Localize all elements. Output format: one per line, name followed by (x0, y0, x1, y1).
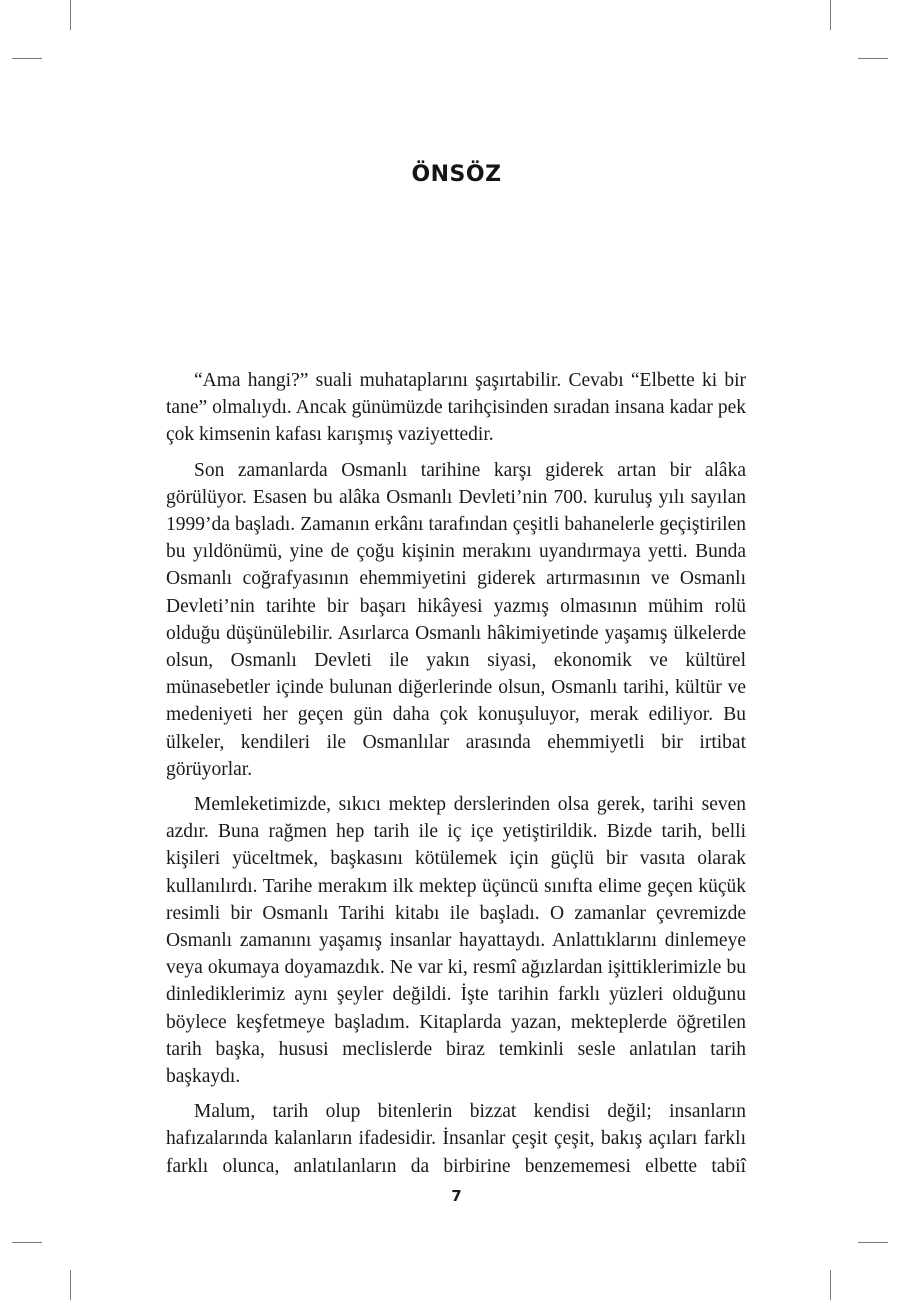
crop-mark-left-top (12, 58, 42, 59)
paragraph: “Ama hangi?” suali muhataplarını şaşırtabilir. Cevabı “Elbette ki bir tane” olmalıydı. Ancak günümüzde tarihçisinden sıradan insana kadar pek çok kimsenin kafası karışmış vaziyettedir. (166, 370, 746, 446)
crop-mark-bottom-left (70, 1270, 71, 1300)
paragraph: Malum, tarih olup bitenlerin bizzat kendisi değil; insanların hafızalarında kalanların ifadesidir. İnsanlar çeşit çeşit, bakış açıları farklı farklı olunca, anlatılanların da birbirine benzememesi elbette tabiî (166, 1101, 746, 1177)
chapter-title: ÖNSÖZ (411, 162, 502, 187)
crop-mark-left-bottom (12, 1242, 42, 1243)
crop-mark-right-top (858, 58, 888, 59)
crop-mark-right-bottom (858, 1242, 888, 1243)
crop-mark-top-left (70, 0, 71, 30)
crop-mark-bottom-right (830, 1270, 831, 1300)
page-number: 7 (451, 1187, 462, 1205)
crop-mark-top-right (830, 0, 831, 30)
paragraph: Son zamanlarda Osmanlı tarihine karşı giderek artan bir alâka görülüyor. Esasen bu alâka Osmanlı Devleti’nin 700. kuruluş yılı sayılan 1999’da başladı. Zamanın erkânı tarafından çeşitli bahanelerle geçiştirilen bu yıldönümü, yine de çoğu kişinin merakını uyandırmaya yetti. Bunda Osmanlı coğrafyasının ehemmiyetini giderek artırmasının ve Osmanlı Devleti’nin tarihte bir başarı hikâyesi yazmış olmasının mühim rolü olduğu düşünülebilir. Asırlarca Osmanlı hâkimiyetinde yaşamış ülkelerde olsun, Osmanlı Devleti ile yakın siyasi, ekonomik ve kültürel münasebetler içinde bulunan diğerlerinde olsun, Osmanlı tarihi, kültür ve medeniyeti her geçen gün daha çok konuşuluyor, merak ediliyor. Bu ülkeler, kendileri ile Osmanlılar arasında ehemmiyetli bir irtibat görüyorlar. (166, 459, 746, 780)
body-text (166, 367, 746, 1188)
paragraph: Memleketimizde, sıkıcı mektep derslerinden olsa gerek, tarihi seven azdır. Buna rağmen hep tarih ile iç içe yetiştirildik. Bizde tarih, belli kişileri yüceltmek, başkasını kötülemek için güçlü bir vasıta olarak kullanılırdı. Tarihe merakım ilk mektep üçüncü sınıfta elime geçen küçük resimli bir Osmanlı Tarihi kitabı ile başladı. O zamanlar çevremizde Osmanlı zamanını yaşamış insanlar hayattaydı. Anlattıklarını dinlemeye veya okumaya doyamazdık. Ne var ki, resmî ağızlardan işittiklerimizle bu dinlediklerimiz aynı şeyler değildi. İşte tarihin farklı yüzleri olduğunu böylece keşfetmeye başladım. Kitaplarda yazan, mekteplerde öğretilen tarih başka, hususi meclislerde biraz temkinli sesle anlatılan tarih başkaydı. (166, 794, 746, 1088)
